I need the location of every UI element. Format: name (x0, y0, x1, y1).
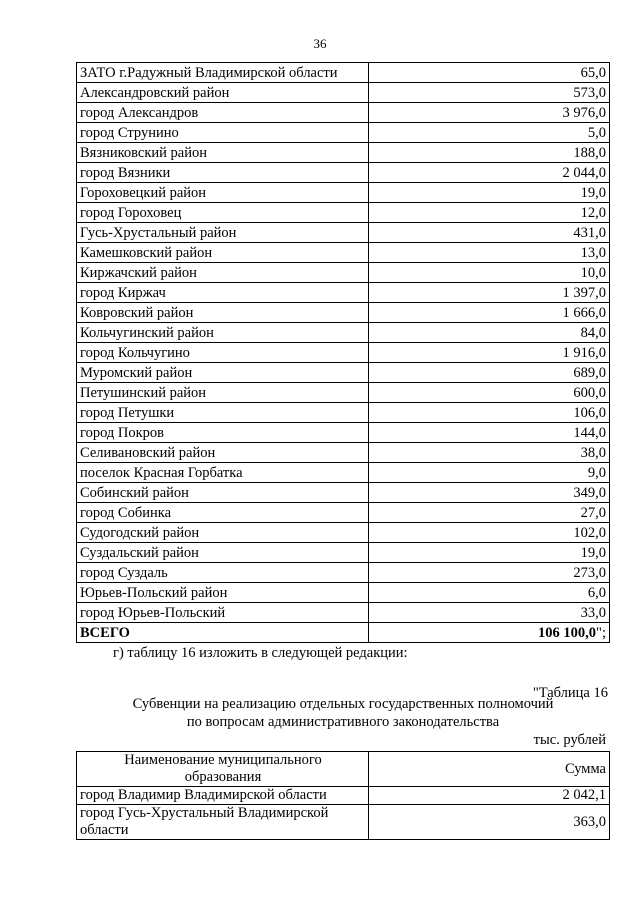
table-row (77, 303, 610, 323)
table-title-line1: Субвенции на реализацию отдельных государственных полномочий (132, 696, 554, 712)
row-name: город Гороховец (77, 203, 369, 223)
table-number: "Таблица 16 (532, 685, 608, 701)
row-name: Ковровский район (77, 303, 369, 323)
table-row (77, 183, 610, 203)
table-row (77, 83, 610, 103)
row-name: Петушинский район (77, 383, 369, 403)
table-row (77, 63, 610, 83)
table-row (77, 543, 610, 563)
row-value: 65,0 (369, 63, 610, 83)
table-title-line2: по вопросам административного законодательства (186, 714, 500, 730)
table-row (77, 223, 610, 243)
row-name: Гороховецкий район (77, 183, 369, 203)
table-row (77, 203, 610, 223)
row-name-line2: области (80, 822, 129, 838)
row-value: 102,0 (369, 523, 610, 543)
total-suffix: "; (596, 624, 606, 641)
table-row (77, 283, 610, 303)
row-value: 600,0 (369, 383, 610, 403)
header-municipality-line1: Наименование муниципального (124, 752, 322, 768)
table-row (77, 463, 610, 483)
row-name: Гусь-Хрустальный район (77, 223, 369, 243)
row-value: 6,0 (369, 583, 610, 603)
row-value: 2 044,0 (369, 163, 610, 183)
row-value: 13,0 (369, 243, 610, 263)
row-value: 19,0 (369, 183, 610, 203)
row-name: город Александров (77, 103, 369, 123)
row-name-line1: город Гусь-Хрустальный Владимирской (80, 805, 329, 821)
table-row (77, 383, 610, 403)
row-value: 19,0 (369, 543, 610, 563)
row-value: 5,0 (369, 123, 610, 143)
header-municipality (77, 752, 369, 787)
row-name: город Покров (77, 423, 369, 443)
header-municipality-line2: образования (184, 769, 262, 785)
row-name: Вязниковский район (77, 143, 369, 163)
row-value: 349,0 (369, 483, 610, 503)
row-name: Суздальский район (77, 543, 369, 563)
total-label: ВСЕГО (77, 623, 369, 643)
table-row (77, 403, 610, 423)
row-name: Киржачский район (77, 263, 369, 283)
row-value: 84,0 (369, 323, 610, 343)
table-row (77, 263, 610, 283)
row-name: Кольчугинский район (77, 323, 369, 343)
row-name: Муромский район (77, 363, 369, 383)
row-value: 1 397,0 (369, 283, 610, 303)
table-row (77, 423, 610, 443)
table-row (77, 583, 610, 603)
amendment-instruction: г) таблицу 16 изложить в следующей редакции: (113, 645, 408, 661)
row-value: 2 042,1 (369, 787, 610, 805)
row-value: 573,0 (369, 83, 610, 103)
table-row (77, 603, 610, 623)
table-row (77, 503, 610, 523)
total-value: 106 100,0 (538, 624, 597, 641)
row-name (77, 805, 369, 840)
subvention-distribution-table (76, 62, 610, 643)
row-name: Судогодский район (77, 523, 369, 543)
row-value: 10,0 (369, 263, 610, 283)
table-row (77, 805, 610, 840)
table16 (76, 751, 610, 840)
row-name: город Струнино (77, 123, 369, 143)
row-value: 38,0 (369, 443, 610, 463)
table-row (77, 163, 610, 183)
row-name: поселок Красная Горбатка (77, 463, 369, 483)
row-name: Селивановский район (77, 443, 369, 463)
row-value: 689,0 (369, 363, 610, 383)
total-row (77, 623, 610, 643)
table16-header-row (77, 752, 610, 787)
row-name: город Юрьев-Польский (77, 603, 369, 623)
row-value: 188,0 (369, 143, 610, 163)
row-name: Александровский район (77, 83, 369, 103)
row-name: город Петушки (77, 403, 369, 423)
page-number: 36 (313, 36, 327, 51)
table-row (77, 787, 610, 805)
table-title (76, 695, 610, 731)
table-row (77, 243, 610, 263)
row-name: город Киржач (77, 283, 369, 303)
row-value: 33,0 (369, 603, 610, 623)
table-row (77, 563, 610, 583)
row-value: 1 916,0 (369, 343, 610, 363)
row-name: город Собинка (77, 503, 369, 523)
table-row (77, 363, 610, 383)
table-row (77, 323, 610, 343)
row-value: 27,0 (369, 503, 610, 523)
row-name: город Вязники (77, 163, 369, 183)
table-row (77, 443, 610, 463)
row-value: 431,0 (369, 223, 610, 243)
row-value: 1 666,0 (369, 303, 610, 323)
row-value: 12,0 (369, 203, 610, 223)
table-row (77, 123, 610, 143)
row-value: 273,0 (369, 563, 610, 583)
row-value: 144,0 (369, 423, 610, 443)
row-name: город Суздаль (77, 563, 369, 583)
units-label: тыс. рублей (533, 732, 606, 748)
row-value: 3 976,0 (369, 103, 610, 123)
row-name: ЗАТО г.Радужный Владимирской области (77, 63, 369, 83)
row-name: город Кольчугино (77, 343, 369, 363)
table-row (77, 483, 610, 503)
table-row (77, 343, 610, 363)
row-name: Собинский район (77, 483, 369, 503)
row-value: 363,0 (369, 805, 610, 840)
row-value: 9,0 (369, 463, 610, 483)
row-name: Камешковский район (77, 243, 369, 263)
row-name: Юрьев-Польский район (77, 583, 369, 603)
table-row (77, 103, 610, 123)
table-row (77, 143, 610, 163)
row-name: город Владимир Владимирской области (77, 787, 369, 805)
table-row (77, 523, 610, 543)
header-sum: Сумма (369, 752, 610, 787)
row-value: 106,0 (369, 403, 610, 423)
total-cell (369, 623, 610, 643)
